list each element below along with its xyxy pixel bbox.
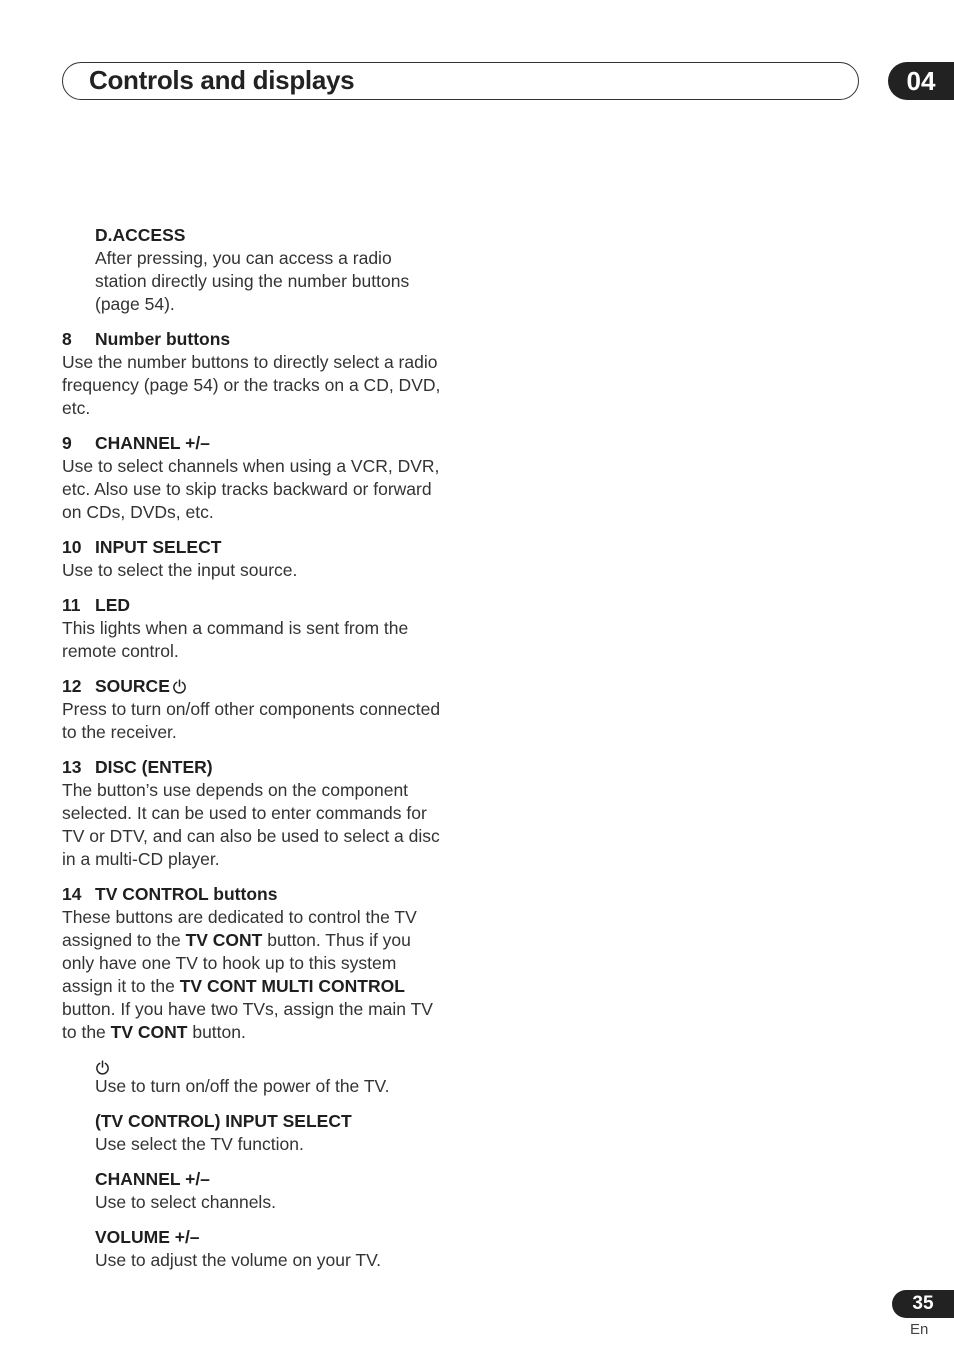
entry-number: 12 xyxy=(62,676,82,696)
page-number: 35 xyxy=(892,1290,954,1318)
entry-title: SOURCE xyxy=(95,676,170,696)
entry-tv-input-select xyxy=(62,1110,447,1156)
entry-13 xyxy=(62,756,447,871)
entry-number: 11 xyxy=(62,595,81,615)
entry-body: Use to adjust the volume on your TV. xyxy=(95,1250,381,1270)
entry-body: Use to turn on/off the power of the TV. xyxy=(95,1076,390,1096)
entry-10 xyxy=(62,536,447,582)
entry-12 xyxy=(62,675,447,744)
entry-14 xyxy=(62,883,447,1044)
entry-body: Use select the TV function. xyxy=(95,1134,304,1154)
entry-title: LED xyxy=(95,595,130,615)
content-column xyxy=(62,224,447,1284)
power-icon xyxy=(95,1060,110,1075)
entry-title: DISC (ENTER) xyxy=(95,757,213,777)
page-title: Controls and displays xyxy=(89,65,355,95)
entry-body: Use the number buttons to directly select a radio frequency (page 54) or the tracks on a CD, DVD, etc. xyxy=(62,352,441,418)
entry-number: 9 xyxy=(62,433,72,453)
entry-tv-volume xyxy=(62,1226,447,1272)
entry-body: Press to turn on/off other components connected to the receiver. xyxy=(62,699,441,742)
entry-number: 10 xyxy=(62,537,82,557)
tv-cont-label: TV CONT xyxy=(185,930,263,950)
entry-title: TV CONTROL buttons xyxy=(95,884,278,904)
header-bar xyxy=(62,62,859,100)
entry-body: This lights when a command is sent from the remote control. xyxy=(62,618,409,661)
entry-body: Use to select the input source. xyxy=(62,560,298,580)
entry-number: 13 xyxy=(62,757,82,777)
entry-body: Use to select channels. xyxy=(95,1192,276,1212)
entry-body: The button’s use depends on the component selected. It can be used to enter commands for TV or DTV, and can also be used to select a disc in a multi-CD player. xyxy=(62,780,440,869)
entry-9 xyxy=(62,432,447,524)
entry-title: CHANNEL +/– xyxy=(95,433,210,453)
entry-body: These buttons are dedicated to control the TV assigned to the TV CONT button. Thus if you only have one TV to hook up to this system assign it to the TV CONT MULTI CONTROL button. If you have two TVs, assign the main TV to the TV CONT button. xyxy=(62,907,433,1042)
entry-title: INPUT SELECT xyxy=(95,537,222,557)
entry-title: D.ACCESS xyxy=(95,225,186,245)
entry-title: Number buttons xyxy=(95,329,231,349)
entry-tv-power xyxy=(62,1060,447,1098)
entry-title: CHANNEL +/– xyxy=(95,1169,210,1189)
entry-title: (TV CONTROL) INPUT SELECT xyxy=(95,1111,352,1131)
power-icon xyxy=(172,679,187,694)
entry-8 xyxy=(62,328,447,420)
chapter-number: 04 xyxy=(888,62,954,100)
entry-number: 14 xyxy=(62,884,82,904)
entry-daccess xyxy=(62,224,447,316)
entry-11 xyxy=(62,594,447,663)
entry-body: After pressing, you can access a radio station directly using the number buttons (page 54). xyxy=(95,248,410,314)
entry-number: 8 xyxy=(62,329,72,349)
tv-cont-multi-label: TV CONT MULTI CONTROL xyxy=(179,976,405,996)
entry-body: Use to select channels when using a VCR, DVR, etc. Also use to skip tracks backward or forward on CDs, DVDs, etc. xyxy=(62,456,440,522)
language-label: En xyxy=(910,1321,929,1338)
tv-cont-label: TV CONT xyxy=(110,1022,188,1042)
entry-tv-channel xyxy=(62,1168,447,1214)
entry-title: VOLUME +/– xyxy=(95,1227,200,1247)
